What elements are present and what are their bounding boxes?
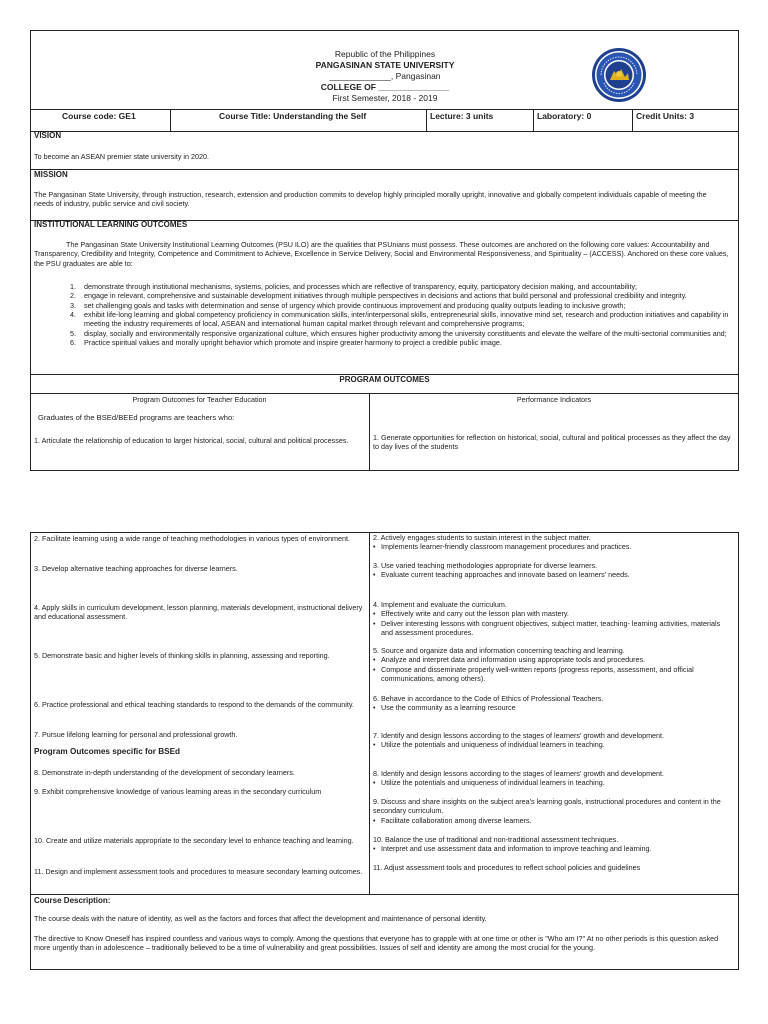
ilo-item-number: 2. [70, 291, 76, 301]
indicator-main: 2. Actively engages students to sustain interest in the subject matter. [373, 533, 591, 542]
performance-indicator-11 [373, 863, 733, 872]
performance-indicator-8 [373, 769, 733, 788]
ilo-list [70, 282, 730, 348]
indicator-bullet: • Use the community as a learning resource [373, 703, 733, 712]
course-description-p1: The course deals with the nature of identity, as well as the factors and forces that affect the development and maintenance of personal identity. [34, 914, 487, 923]
vision-text: To become an ASEAN premier state university in 2020. [34, 152, 209, 161]
indicator-main: 4. Implement and evaluate the curriculum. [373, 600, 507, 609]
ilo-intro [34, 240, 734, 268]
course-description-heading: Course Description: [34, 896, 111, 905]
col-header-program-outcomes: Program Outcomes for Teacher Education [132, 395, 267, 404]
program-outcome-2: 2. Facilitate learning using a wide range of teaching methodologies in various types of environment. [34, 534, 351, 543]
indicator-bullet: • Effectively write and carry out the lesson plan with mastery. [373, 609, 733, 618]
laboratory-units: Laboratory: 0 [537, 111, 592, 121]
indicator-main: 8. Identify and design lessons according to the stages of learners' growth and development. [373, 769, 665, 778]
indicator-bullet: • Facilitate collaboration among diverse learners. [373, 816, 733, 825]
indicator-bullet: • Deliver interesting lessons with congruent objectives, subject matter, teaching- learning activities, materials and assessment procedures. [373, 619, 733, 638]
indicator-main: 10. Balance the use of traditional and non-traditional assessment techniques. [373, 835, 619, 844]
performance-indicator-5 [373, 646, 733, 683]
program-outcome-6: 6. Practice professional and ethical teaching standards to respond to the demands of the community. [34, 700, 354, 709]
performance-indicator-2 [373, 533, 733, 552]
indicator-bullet: • Compose and disseminate properly well-written reports (progress reports, assessment, and official communications, among others). [373, 665, 733, 684]
performance-indicator-9 [373, 797, 733, 825]
ilo-item-text: engage in relevant, comprehensive and sustainable development initiatives through multiple perspectives in decisions and actions that build personal and professional credibility and integrity. [84, 291, 687, 301]
indicator-main: 6. Behave in accordance to the Code of Ethics of Professional Teachers. [373, 694, 604, 703]
program-outcomes-heading: PROGRAM OUTCOMES [339, 375, 430, 384]
program-outcome-10: 10. Create and utilize materials appropriate to the secondary level to enhance teaching and learning. [34, 836, 354, 845]
ilo-item [70, 338, 730, 347]
ilo-item-text: exhibit life-long learning and global competency proficiency in communication skills, inter/interpersonal skills, entrepreneurial skills, innovative mind set, research and production initiatives and capability in meeting the industry requirements of local, ASEAN and international human capital market through relevant and comprehensive programs; [84, 310, 729, 329]
credit-units: Credit Units: 3 [636, 111, 695, 121]
indicator-bullet: • Utilize the potentials and uniqueness of individual learners in teaching. [373, 778, 733, 787]
ilo-item-number: 5. [70, 328, 76, 338]
university-seal-logo [591, 47, 647, 103]
graduates-intro: Graduates of the BSEd/BEEd programs are teachers who: [38, 413, 235, 422]
ilo-intro-b: Accountability and Transparency, Credibility and Integrity, Competence and Commitment to Achieve, Excellence in Service Delivery, Social and Environmental Responsiveness, and Spirituality – (ACCESS). Anchored on these core values, the PSU graduates are able to: [34, 240, 729, 268]
course-description-p2: The directive to Know Oneself has inspired countless and various ways to comply. Among the questions that everyone has to grapple with at one time or other is "Who am I?" At no other periods is this question asked more urgently than in adolescence – traditionally believed to be a time of vulnerability and great possibilities. Issues of self and identity are among the most crucial for the young. [34, 934, 719, 953]
indicator-main: 7. Identify and design lessons according to the stages of learners' growth and development. [373, 731, 665, 740]
ilo-item-text: Practice spiritual values and morally upright behavior which promote and inspire greater harmony to project a credible public image. [84, 338, 502, 348]
indicator-bullet: • Analyze and interpret data and information using appropriate tools and procedures. [373, 655, 733, 664]
republic-line: Republic of the Philippines [334, 49, 436, 59]
mission-text: The Pangasinan State University, through instruction, research, extension and production commits to develop highly principled morally upright, innovative and globally competent individuals capable of meeting the needs of industry, public service and civil society. [34, 190, 707, 209]
ilo-item [70, 301, 730, 310]
ilo-item-text: demonstrate through institutional mechanisms, systems, policies, and processes which are reflective of transparency, equity, participatory decision making, and accountability; [84, 282, 638, 291]
ilo-intro-a: The Pangasinan State University Institutional Learning Outcomes (PSU ILO) are the qualities that PSUnians must possess. These outcomes are anchored on the following core values: [66, 240, 652, 249]
indicator-bullet: • Interpret and use assessment data and information to improve teaching and learning. [373, 844, 733, 853]
performance-indicator-1: 1. Generate opportunities for reflection on historical, social, cultural and political processes as they affect the day to day lives of the students [373, 433, 731, 452]
course-title: Course Title: Understanding the Self [219, 111, 367, 121]
course-code: Course code: GE1 [62, 111, 136, 121]
campus-line: _____________, Pangasinan [329, 71, 441, 82]
program-outcome-9: 9. Exhibit comprehensive knowledge of various learning areas in the secondary curriculum [34, 787, 322, 796]
ilo-item-number: 6. [70, 338, 76, 348]
indicator-main: 9. Discuss and share insights on the subject area's learning goals, instructional procedures and content in the secondary curriculum. [373, 797, 721, 816]
ilo-heading: INSTITUTIONAL LEARNING OUTCOMES [34, 220, 188, 229]
mission-heading: MISSION [34, 170, 68, 179]
performance-indicator-3 [373, 561, 733, 580]
bsed-outcomes-heading: Program Outcomes specific for BSEd [34, 747, 181, 756]
program-outcome-4: 4. Apply skills in curriculum development, lesson planning, materials development, instructional delivery and educational assessment. [34, 603, 363, 622]
program-outcome-7: 7. Pursue lifelong learning for personal and professional growth. [34, 730, 238, 739]
vision-heading: VISION [34, 131, 62, 140]
program-outcome-8: 8. Demonstrate in-depth understanding of the development of secondary learners. [34, 768, 295, 777]
indicator-bullet: • Evaluate current teaching approaches and innovate based on learners' needs. [373, 570, 733, 579]
ilo-item-number: 4. [70, 310, 76, 320]
performance-indicator-10 [373, 835, 733, 854]
page-header [230, 49, 540, 104]
performance-indicator-6 [373, 694, 733, 713]
college-line: COLLEGE OF _______________ [320, 82, 450, 93]
indicator-main: 5. Source and organize data and information concerning teaching and learning. [373, 646, 625, 655]
col-header-performance-indicators: Performance Indicators [516, 395, 592, 404]
indicator-main: 11. Adjust assessment tools and procedures to reflect school policies and guidelines [373, 863, 641, 872]
program-outcome-1: 1. Articulate the relationship of education to larger historical, social, cultural and political processes. [34, 436, 349, 445]
ilo-item-number: 1. [70, 282, 76, 291]
program-outcome-11: 11. Design and implement assessment tools and procedures to measure secondary learning outcomes. [34, 867, 363, 876]
ilo-item-text: set challenging goals and tasks with determination and sense of urgency which provide continuous improvement and producing quality outputs leading to inclusive growth; [84, 300, 626, 310]
university-name: PANGASINAN STATE UNIVERSITY [315, 60, 455, 71]
indicator-main: 3. Use varied teaching methodologies appropriate for diverse learners. [373, 561, 598, 570]
ilo-item-text: display, socially and environmentally responsive organizational culture, which ensures higher productivity among the university constituents and elevate the welfare of the multi-sectorial communities and; [84, 328, 727, 338]
ilo-item-number: 3. [70, 300, 76, 310]
program-outcome-3: 3. Develop alternative teaching approaches for diverse learners. [34, 564, 238, 573]
ilo-item [70, 310, 730, 329]
indicator-bullet: • Implements learner-friendly classroom management procedures and practices. [373, 542, 733, 551]
performance-indicator-7 [373, 731, 733, 750]
indicator-bullet: • Utilize the potentials and uniqueness of individual learners in teaching. [373, 740, 733, 749]
lecture-units: Lecture: 3 units [430, 111, 494, 121]
ilo-item [70, 291, 730, 300]
performance-indicator-4 [373, 600, 733, 637]
program-outcome-5: 5. Demonstrate basic and higher levels of thinking skills in planning, assessing and reporting. [34, 651, 330, 660]
ilo-item [70, 282, 730, 291]
semester-line: First Semester, 2018 - 2019 [332, 93, 438, 104]
ilo-item [70, 329, 730, 338]
